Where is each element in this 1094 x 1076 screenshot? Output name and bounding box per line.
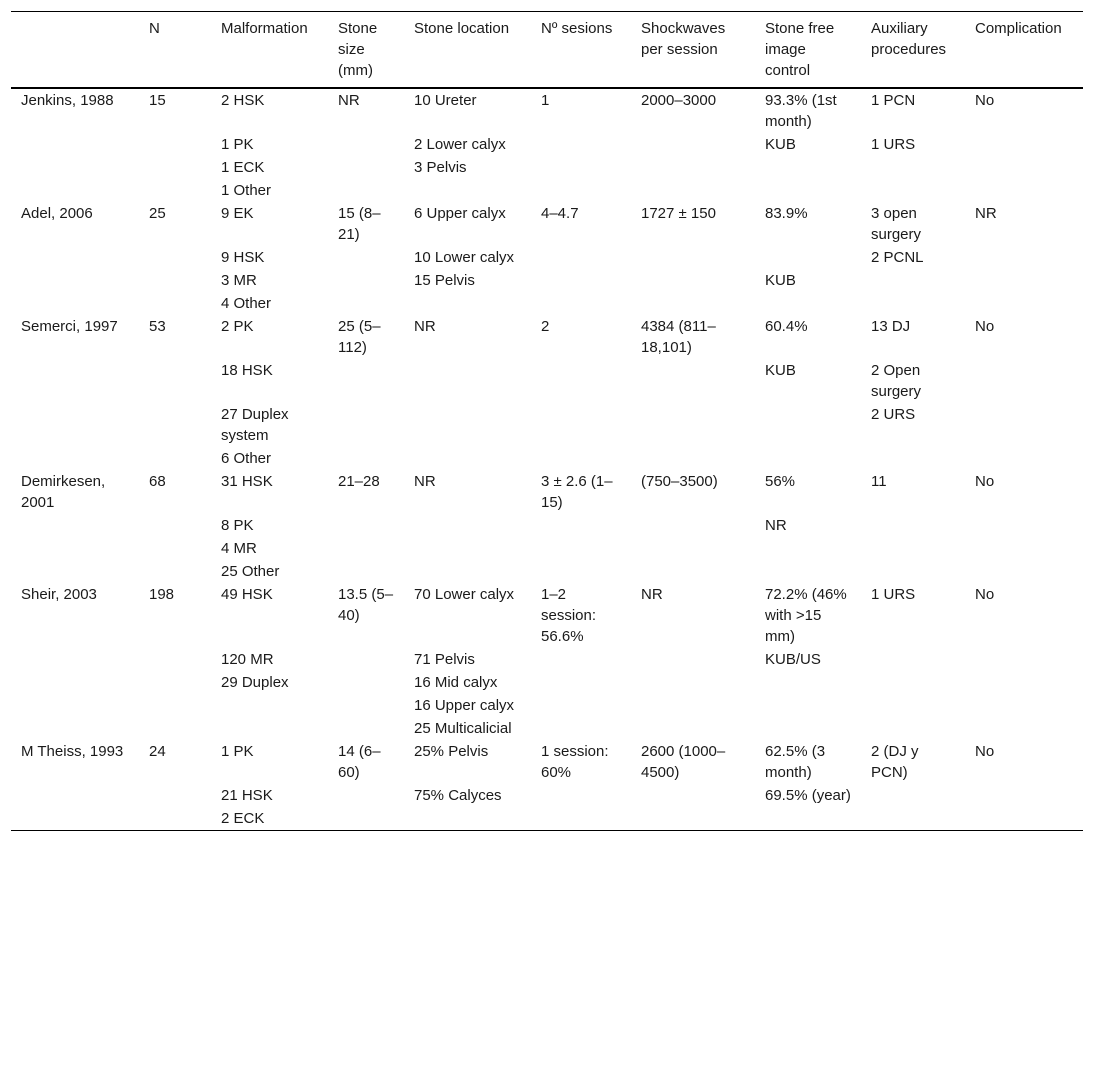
- table-cell: [755, 717, 861, 740]
- table-cell: [11, 671, 139, 694]
- table-cell: KUB: [765, 362, 796, 379]
- table-cell: [861, 156, 965, 179]
- table-cell: [861, 784, 965, 807]
- table-cell: [631, 648, 755, 671]
- table-cell: [11, 133, 139, 156]
- table-cell: [861, 447, 965, 470]
- table-cell: [531, 292, 631, 315]
- table-cell: 27 Duplex system: [221, 406, 289, 444]
- table-cell: [755, 807, 861, 831]
- table-cell: [631, 133, 755, 156]
- table-cell: [965, 447, 1083, 470]
- table-row: [11, 359, 1083, 403]
- table-cell: 53: [149, 318, 166, 335]
- table-cell: NR: [975, 205, 997, 222]
- table-cell: [11, 403, 139, 447]
- table-cell: 16 Upper calyx: [414, 697, 515, 714]
- table-cell: [755, 246, 861, 269]
- table-cell: [755, 560, 861, 583]
- table-cell: [404, 807, 531, 831]
- table-cell: [861, 537, 965, 560]
- table-cell: [531, 671, 631, 694]
- table-cell: [11, 694, 139, 717]
- table-cell: [139, 560, 211, 583]
- table-cell: [531, 179, 631, 202]
- table-cell: [139, 671, 211, 694]
- table-cell: [139, 403, 211, 447]
- table-cell: 56%: [765, 473, 796, 490]
- table-row: [11, 246, 1083, 269]
- header-cell: Shockwaves per session: [641, 20, 726, 58]
- table-cell: [11, 246, 139, 269]
- table-cell: [631, 671, 755, 694]
- table-cell: [211, 694, 328, 717]
- table-cell: 2 PK: [221, 318, 254, 335]
- table-row: [11, 269, 1083, 292]
- table-cell: M Theiss, 1993: [21, 743, 124, 760]
- table-cell: 2000–3000: [641, 92, 717, 109]
- table-cell: [965, 246, 1083, 269]
- table-cell: [755, 537, 861, 560]
- table-cell: 11: [871, 473, 887, 490]
- table-cell: [861, 269, 965, 292]
- table-cell: [631, 807, 755, 831]
- table-cell: KUB/US: [765, 651, 821, 668]
- table-cell: No: [975, 92, 995, 109]
- table-cell: [11, 784, 139, 807]
- table-cell: 3 MR: [221, 272, 257, 289]
- table-cell: [755, 671, 861, 694]
- table-cell: Adel, 2006: [21, 205, 93, 222]
- table-cell: [11, 179, 139, 202]
- table-cell: [328, 560, 404, 583]
- table-cell: 2 ECK: [221, 810, 265, 827]
- table-cell: [11, 156, 139, 179]
- table-cell: [139, 359, 211, 403]
- table-cell: 31 HSK: [221, 473, 273, 490]
- table-cell: 1 Other: [221, 182, 272, 199]
- table-row: [11, 88, 1083, 133]
- table-row: [11, 403, 1083, 447]
- table-cell: [631, 537, 755, 560]
- table-cell: 21–28: [338, 473, 380, 490]
- table-cell: [631, 560, 755, 583]
- table-row: [11, 740, 1083, 784]
- table-cell: 1 PK: [221, 743, 254, 760]
- table-cell: [531, 447, 631, 470]
- table-row: [11, 784, 1083, 807]
- table-cell: [631, 292, 755, 315]
- table-row: [11, 717, 1083, 740]
- table-cell: [531, 269, 631, 292]
- table-cell: 13.5 (5–40): [338, 586, 394, 624]
- table-cell: [11, 292, 139, 315]
- table-cell: [328, 156, 404, 179]
- table-cell: 93.3% (1st month): [765, 92, 837, 130]
- table-cell: NR: [765, 517, 787, 534]
- table-cell: 2: [541, 318, 550, 335]
- table-cell: [404, 447, 531, 470]
- table-cell: [531, 359, 631, 403]
- table-cell: 8 PK: [221, 517, 254, 534]
- table-cell: 2 Open surgery: [871, 362, 922, 400]
- table-cell: [631, 269, 755, 292]
- table-cell: [139, 246, 211, 269]
- table-cell: 71 Pelvis: [414, 651, 475, 668]
- table-cell: [404, 537, 531, 560]
- table-cell: 25 (5–112): [338, 318, 381, 356]
- table-cell: 1727 ± 150: [641, 205, 716, 222]
- table-cell: 2 Lower calyx: [414, 136, 506, 153]
- table-cell: [755, 156, 861, 179]
- table-cell: [139, 156, 211, 179]
- header-cell: Stone location: [414, 20, 510, 37]
- table-cell: No: [975, 743, 995, 760]
- table-cell: [139, 807, 211, 831]
- table-cell: [965, 156, 1083, 179]
- table-cell: [965, 807, 1083, 831]
- table-cell: NR: [338, 92, 360, 109]
- table-cell: [531, 156, 631, 179]
- table-row: [11, 315, 1083, 359]
- table-cell: 62.5% (3 month): [765, 743, 826, 781]
- table-cell: 83.9%: [765, 205, 808, 222]
- table-cell: [11, 537, 139, 560]
- table-row: [11, 179, 1083, 202]
- table-row: [11, 202, 1083, 246]
- table-cell: [328, 648, 404, 671]
- table-cell: [404, 179, 531, 202]
- table-cell: [965, 537, 1083, 560]
- table-row: [11, 537, 1083, 560]
- table-row: [11, 447, 1083, 470]
- header-row: [11, 12, 1083, 89]
- table-cell: 3 Pelvis: [414, 159, 467, 176]
- table-cell: [139, 269, 211, 292]
- table-cell: 120 MR: [221, 651, 274, 668]
- table-row: [11, 292, 1083, 315]
- table-cell: 1 URS: [871, 586, 916, 603]
- table-cell: [328, 269, 404, 292]
- table-cell: 69.5% (year): [765, 787, 851, 804]
- table-cell: [965, 403, 1083, 447]
- table-cell: 6 Upper calyx: [414, 205, 506, 222]
- table-cell: [139, 133, 211, 156]
- table-cell: 75% Calyces: [414, 787, 502, 804]
- table-cell: [139, 179, 211, 202]
- table-cell: [755, 694, 861, 717]
- table-cell: [861, 807, 965, 831]
- table-cell: 13 DJ: [871, 318, 911, 335]
- table-cell: [755, 179, 861, 202]
- table-cell: [211, 717, 328, 740]
- table-cell: [139, 694, 211, 717]
- table-cell: [11, 269, 139, 292]
- table-cell: Demirkesen, 2001: [21, 473, 106, 511]
- table-cell: [328, 447, 404, 470]
- table-cell: [631, 403, 755, 447]
- table-cell: 1: [541, 92, 550, 109]
- table-cell: 4384 (811–18,101): [641, 318, 716, 356]
- table-cell: [631, 514, 755, 537]
- table-cell: [531, 133, 631, 156]
- results-table: [11, 11, 1083, 831]
- table-cell: 2 (DJ y PCN): [871, 743, 919, 781]
- table-cell: [139, 648, 211, 671]
- table-cell: [861, 292, 965, 315]
- table-cell: 4 Other: [221, 295, 272, 312]
- table-cell: [861, 648, 965, 671]
- header-cell: [11, 12, 139, 89]
- table-cell: NR: [414, 473, 436, 490]
- table-row: [11, 671, 1083, 694]
- table-cell: [965, 269, 1083, 292]
- table-row: [11, 560, 1083, 583]
- table-cell: [755, 403, 861, 447]
- table-cell: [404, 560, 531, 583]
- table-cell: 15: [149, 92, 166, 109]
- table-cell: [861, 671, 965, 694]
- table-cell: [328, 359, 404, 403]
- table-cell: [531, 807, 631, 831]
- table-cell: [965, 359, 1083, 403]
- table-cell: [631, 784, 755, 807]
- table-cell: [328, 807, 404, 831]
- table-cell: [965, 784, 1083, 807]
- table-cell: 29 Duplex: [221, 674, 289, 691]
- table-cell: Sheir, 2003: [21, 586, 97, 603]
- header-cell: Stone size (mm): [338, 20, 378, 79]
- table-cell: [965, 694, 1083, 717]
- table-cell: [139, 292, 211, 315]
- table-cell: [328, 694, 404, 717]
- table-cell: [531, 784, 631, 807]
- table-cell: [631, 246, 755, 269]
- table-cell: [328, 717, 404, 740]
- table-header: [11, 12, 1083, 89]
- table-cell: [631, 179, 755, 202]
- table-cell: 16 Mid calyx: [414, 674, 498, 691]
- table-cell: [965, 292, 1083, 315]
- table-row: [11, 694, 1083, 717]
- table-cell: [965, 133, 1083, 156]
- table-cell: [11, 648, 139, 671]
- table-cell: 49 HSK: [221, 586, 273, 603]
- table-cell: [965, 648, 1083, 671]
- table-cell: [531, 514, 631, 537]
- table-cell: 3 open surgery: [871, 205, 922, 243]
- table-cell: 6 Other: [221, 450, 272, 467]
- table-cell: Semerci, 1997: [21, 318, 118, 335]
- table-cell: [139, 784, 211, 807]
- table-cell: [531, 717, 631, 740]
- table-cell: 1 PCN: [871, 92, 916, 109]
- table-cell: 25 Multicalicial: [414, 720, 512, 737]
- table-cell: [531, 560, 631, 583]
- table-cell: 2 HSK: [221, 92, 265, 109]
- table-cell: [631, 359, 755, 403]
- table-row: [11, 514, 1083, 537]
- table-cell: KUB: [765, 136, 796, 153]
- table-cell: 68: [149, 473, 166, 490]
- table-cell: 10 Lower calyx: [414, 249, 515, 266]
- table-cell: [328, 784, 404, 807]
- table-row: [11, 470, 1083, 514]
- header-cell: Stone free image control: [765, 20, 835, 79]
- table-cell: [404, 514, 531, 537]
- table-cell: [328, 403, 404, 447]
- table-cell: 15 Pelvis: [414, 272, 475, 289]
- table-cell: [531, 403, 631, 447]
- table-cell: [631, 717, 755, 740]
- table-cell: 2 PCNL: [871, 249, 924, 266]
- table-row: [11, 156, 1083, 179]
- table-cell: 1–2 session: 56.6%: [541, 586, 597, 645]
- table-cell: [755, 447, 861, 470]
- table-cell: [404, 403, 531, 447]
- table-cell: [631, 694, 755, 717]
- table-row: [11, 583, 1083, 648]
- header-cell: Nº sesions: [541, 20, 613, 37]
- table-cell: KUB: [765, 272, 796, 289]
- table-cell: [328, 133, 404, 156]
- table-cell: 198: [149, 586, 175, 603]
- header-cell: Complication: [975, 20, 1062, 37]
- table-cell: [861, 560, 965, 583]
- table-cell: [861, 694, 965, 717]
- table-cell: 3 ± 2.6 (1–15): [541, 473, 613, 511]
- table-cell: [139, 537, 211, 560]
- table-cell: [139, 717, 211, 740]
- table-cell: 10 Ureter: [414, 92, 477, 109]
- table-row: [11, 807, 1083, 831]
- table-cell: 15 (8–21): [338, 205, 381, 243]
- table-cell: [11, 447, 139, 470]
- table-body: [11, 88, 1083, 831]
- table-cell: [404, 359, 531, 403]
- table-cell: 2600 (1000–4500): [641, 743, 726, 781]
- table-cell: [861, 514, 965, 537]
- table-cell: [531, 246, 631, 269]
- table-cell: [328, 514, 404, 537]
- table-cell: NR: [641, 586, 663, 603]
- table-cell: [11, 359, 139, 403]
- table-cell: [11, 717, 139, 740]
- table-cell: [755, 292, 861, 315]
- table-row: [11, 648, 1083, 671]
- header-cell: N: [149, 20, 160, 37]
- table-cell: [531, 537, 631, 560]
- table-cell: [11, 514, 139, 537]
- table-cell: 25% Pelvis: [414, 743, 489, 760]
- table-cell: 60.4%: [765, 318, 808, 335]
- table-cell: No: [975, 586, 995, 603]
- table-cell: [965, 671, 1083, 694]
- table-cell: [965, 179, 1083, 202]
- table-cell: Jenkins, 1988: [21, 92, 114, 109]
- table-cell: [965, 560, 1083, 583]
- table-cell: 9 HSK: [221, 249, 265, 266]
- table-cell: [861, 717, 965, 740]
- table-cell: [328, 292, 404, 315]
- header-cell: Malformation: [221, 20, 308, 37]
- table-cell: 4 MR: [221, 540, 257, 557]
- table-cell: [531, 694, 631, 717]
- table-cell: [965, 514, 1083, 537]
- header-cell: Auxiliary procedures: [871, 20, 947, 58]
- table-cell: [328, 671, 404, 694]
- table-cell: 1 URS: [871, 136, 916, 153]
- table-cell: [328, 179, 404, 202]
- table-cell: 72.2% (46% with >15 mm): [765, 586, 847, 645]
- table-cell: [861, 179, 965, 202]
- table-cell: [139, 447, 211, 470]
- table-cell: [139, 514, 211, 537]
- table-cell: [631, 156, 755, 179]
- table-cell: 14 (6–60): [338, 743, 381, 781]
- table-cell: 1 ECK: [221, 159, 265, 176]
- table-cell: [328, 246, 404, 269]
- table-cell: No: [975, 473, 995, 490]
- table-cell: [965, 717, 1083, 740]
- table-cell: 24: [149, 743, 166, 760]
- table-cell: 21 HSK: [221, 787, 273, 804]
- table-cell: [631, 447, 755, 470]
- table-cell: NR: [414, 318, 436, 335]
- table-cell: No: [975, 318, 995, 335]
- table-cell: [11, 807, 139, 831]
- table-cell: 70 Lower calyx: [414, 586, 515, 603]
- table-cell: (750–3500): [641, 473, 718, 490]
- table-cell: 4–4.7: [541, 205, 579, 222]
- table-cell: 9 EK: [221, 205, 254, 222]
- table-cell: 25 Other: [221, 563, 280, 580]
- table-cell: [328, 537, 404, 560]
- table-cell: 25: [149, 205, 166, 222]
- table-cell: 18 HSK: [221, 362, 273, 379]
- table-cell: [404, 292, 531, 315]
- table-cell: 1 session: 60%: [541, 743, 609, 781]
- table-cell: [531, 648, 631, 671]
- table-cell: [11, 560, 139, 583]
- table-cell: 1 PK: [221, 136, 254, 153]
- table-cell: 2 URS: [871, 406, 916, 423]
- table-row: [11, 133, 1083, 156]
